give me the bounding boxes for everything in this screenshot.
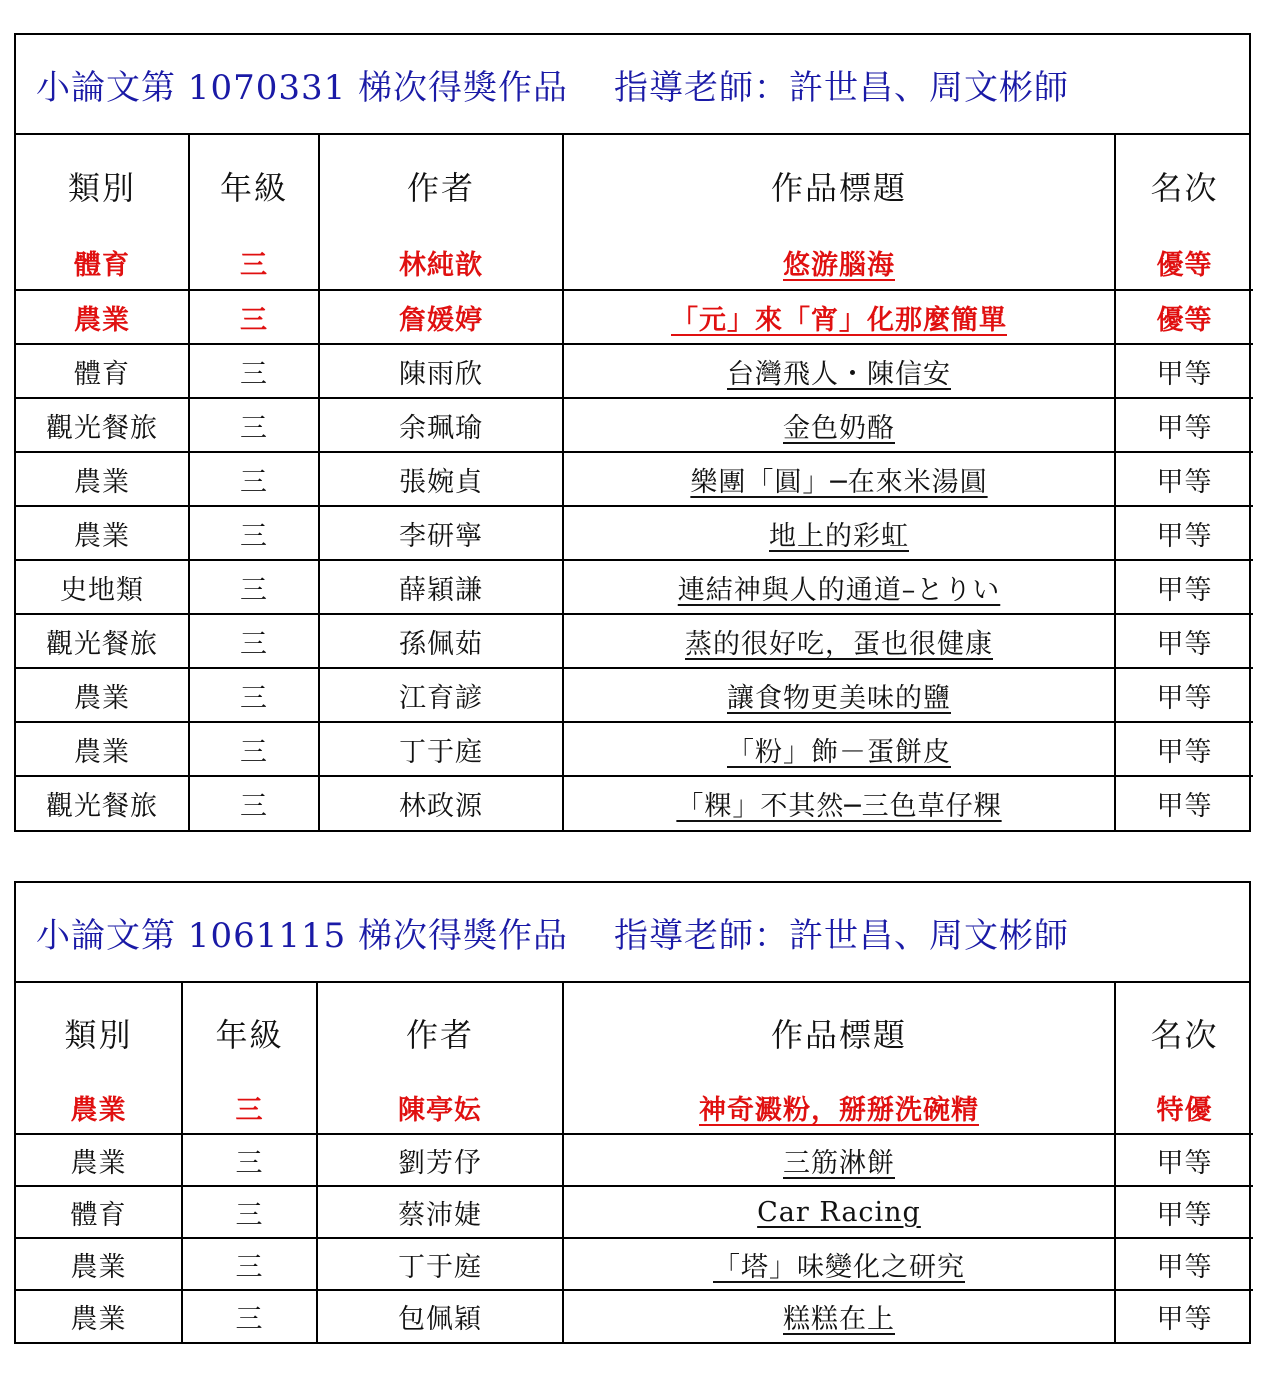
cell-work-title: [563, 614, 1115, 668]
cell-author: 詹媛婷: [319, 290, 563, 344]
table-row: [16, 344, 1253, 398]
cell-work-title: [563, 1186, 1115, 1238]
cell-work-title: [563, 1238, 1115, 1290]
cell-grade: 三: [189, 776, 319, 830]
cell-rank: 甲等: [1115, 452, 1253, 506]
award-table: [16, 983, 1253, 1342]
cell-work-title: [563, 398, 1115, 452]
table-row: [16, 776, 1253, 830]
header-title: 作品標題: [563, 135, 1115, 236]
cell-rank: 甲等: [1115, 506, 1253, 560]
cell-category: 農業: [16, 506, 189, 560]
header-grade: 年級: [182, 983, 317, 1082]
cell-author: 蔡沛婕: [317, 1186, 563, 1238]
table-row: [16, 614, 1253, 668]
work-title-text: 金色奶酪: [783, 412, 895, 444]
block-title: [16, 35, 1249, 135]
cell-rank: 甲等: [1115, 614, 1253, 668]
cell-category: 體育: [16, 236, 189, 290]
cell-author: 陳亭妘: [317, 1082, 563, 1134]
cell-category: 農業: [16, 668, 189, 722]
work-title-text: 地上的彩虹: [769, 520, 909, 552]
cell-grade: 三: [182, 1134, 317, 1186]
cell-work-title: [563, 1082, 1115, 1134]
cell-rank: 甲等: [1115, 1238, 1253, 1290]
header-category: 類別: [16, 983, 182, 1082]
cell-work-title: [563, 452, 1115, 506]
work-title-text: 台灣飛人・陳信安: [727, 358, 951, 390]
header-title: 作品標題: [563, 983, 1115, 1082]
cell-grade: 三: [189, 560, 319, 614]
cell-category: 農業: [16, 1290, 182, 1342]
cell-work-title: [563, 344, 1115, 398]
award-block-1070331: [14, 33, 1251, 832]
work-title-text: 蒸的很好吃，蛋也很健康: [685, 628, 993, 660]
table-row: [16, 560, 1253, 614]
cell-author: 林政源: [319, 776, 563, 830]
block-title: [16, 883, 1249, 983]
cell-work-title: [563, 236, 1115, 290]
cell-rank: 甲等: [1115, 560, 1253, 614]
cell-rank: 甲等: [1115, 668, 1253, 722]
work-title-text: 「元」來「宵」化那麼簡單: [671, 304, 1007, 336]
work-title-text: 糕糕在上: [783, 1304, 895, 1335]
table-header-row: [16, 983, 1253, 1082]
cell-grade: 三: [182, 1082, 317, 1134]
cell-grade: 三: [189, 344, 319, 398]
cell-category: 觀光餐旅: [16, 776, 189, 830]
cell-work-title: [563, 722, 1115, 776]
cell-author: 江育諺: [319, 668, 563, 722]
cell-grade: 三: [189, 668, 319, 722]
cell-work-title: [563, 506, 1115, 560]
cell-grade: 三: [189, 452, 319, 506]
table-row: [16, 290, 1253, 344]
cell-author: 丁于庭: [317, 1238, 563, 1290]
cell-category: 農業: [16, 452, 189, 506]
cell-category: 體育: [16, 1186, 182, 1238]
table-row: [16, 452, 1253, 506]
cell-author: 丁于庭: [319, 722, 563, 776]
cell-grade: 三: [189, 398, 319, 452]
cell-category: 農業: [16, 722, 189, 776]
cell-grade: 三: [189, 506, 319, 560]
table-row: [16, 236, 1253, 290]
block-title-advisors: 指導老師：許世昌、周文彬師: [614, 915, 1070, 956]
work-title-text: 三筋淋餅: [783, 1147, 895, 1179]
award-block-1061115: [14, 881, 1251, 1344]
work-title-text: 「粉」飾－蛋餅皮: [727, 736, 951, 768]
table-row: [16, 506, 1253, 560]
work-title-text: 悠游腦海: [783, 250, 895, 281]
table-row: [16, 1186, 1253, 1238]
cell-work-title: [563, 290, 1115, 344]
work-title-text: 「粿」不其然─三色草仔粿: [676, 791, 1002, 822]
header-author: 作者: [317, 983, 563, 1082]
cell-author: 林純歆: [319, 236, 563, 290]
cell-grade: 三: [189, 722, 319, 776]
work-title-text: 樂團「圓」─在來米湯圓: [690, 466, 988, 498]
cell-rank: 甲等: [1115, 398, 1253, 452]
cell-category: 觀光餐旅: [16, 614, 189, 668]
cell-grade: 三: [189, 236, 319, 290]
cell-work-title: [563, 1290, 1115, 1342]
cell-author: 包佩穎: [317, 1290, 563, 1342]
work-title-text: 「塔」味變化之研究: [713, 1251, 965, 1283]
cell-work-title: [563, 560, 1115, 614]
cell-rank: 甲等: [1115, 776, 1253, 830]
header-category: 類別: [16, 135, 189, 236]
cell-grade: 三: [182, 1290, 317, 1342]
cell-rank: 甲等: [1115, 1186, 1253, 1238]
cell-category: 史地類: [16, 560, 189, 614]
table-row: [16, 1082, 1253, 1134]
cell-rank: 優等: [1115, 236, 1253, 290]
cell-grade: 三: [182, 1186, 317, 1238]
cell-author: 薛穎謙: [319, 560, 563, 614]
cell-rank: 甲等: [1115, 722, 1253, 776]
work-title-text: 神奇澱粉，掰掰洗碗精: [699, 1095, 979, 1126]
cell-author: 李研寧: [319, 506, 563, 560]
cell-category: 觀光餐旅: [16, 398, 189, 452]
table-header-row: [16, 135, 1253, 236]
header-author: 作者: [319, 135, 563, 236]
work-title-text: 讓食物更美味的鹽: [727, 682, 951, 714]
cell-grade: 三: [189, 290, 319, 344]
cell-category: 農業: [16, 1238, 182, 1290]
table-row: [16, 398, 1253, 452]
header-rank: 名次: [1115, 135, 1253, 236]
header-rank: 名次: [1115, 983, 1253, 1082]
cell-rank: 甲等: [1115, 1134, 1253, 1186]
cell-category: 農業: [16, 290, 189, 344]
block-title-batch: 小論文第 1070331 梯次得獎作品: [36, 67, 569, 108]
work-title-text: 連結神與人的通道–とりい: [677, 574, 1001, 606]
cell-category: 體育: [16, 344, 189, 398]
work-title-text: Car Racing: [757, 1196, 921, 1228]
cell-work-title: [563, 668, 1115, 722]
award-table: [16, 135, 1253, 830]
cell-rank: 甲等: [1115, 1290, 1253, 1342]
cell-work-title: [563, 776, 1115, 830]
cell-category: 農業: [16, 1134, 182, 1186]
cell-author: 陳雨欣: [319, 344, 563, 398]
cell-author: 劉芳伃: [317, 1134, 563, 1186]
cell-rank: 特優: [1115, 1082, 1253, 1134]
table-row: [16, 1238, 1253, 1290]
cell-category: 農業: [16, 1082, 182, 1134]
block-title-batch: 小論文第 1061115 梯次得獎作品: [36, 915, 569, 956]
cell-rank: 甲等: [1115, 344, 1253, 398]
cell-grade: 三: [182, 1238, 317, 1290]
table-row: [16, 1290, 1253, 1342]
table-row: [16, 668, 1253, 722]
cell-author: 張婉貞: [319, 452, 563, 506]
cell-rank: 優等: [1115, 290, 1253, 344]
cell-grade: 三: [189, 614, 319, 668]
table-row: [16, 1134, 1253, 1186]
cell-work-title: [563, 1134, 1115, 1186]
table-row: [16, 722, 1253, 776]
cell-author: 余珮瑜: [319, 398, 563, 452]
cell-author: 孫佩茹: [319, 614, 563, 668]
block-title-advisors: 指導老師：許世昌、周文彬師: [614, 67, 1070, 108]
header-grade: 年級: [189, 135, 319, 236]
